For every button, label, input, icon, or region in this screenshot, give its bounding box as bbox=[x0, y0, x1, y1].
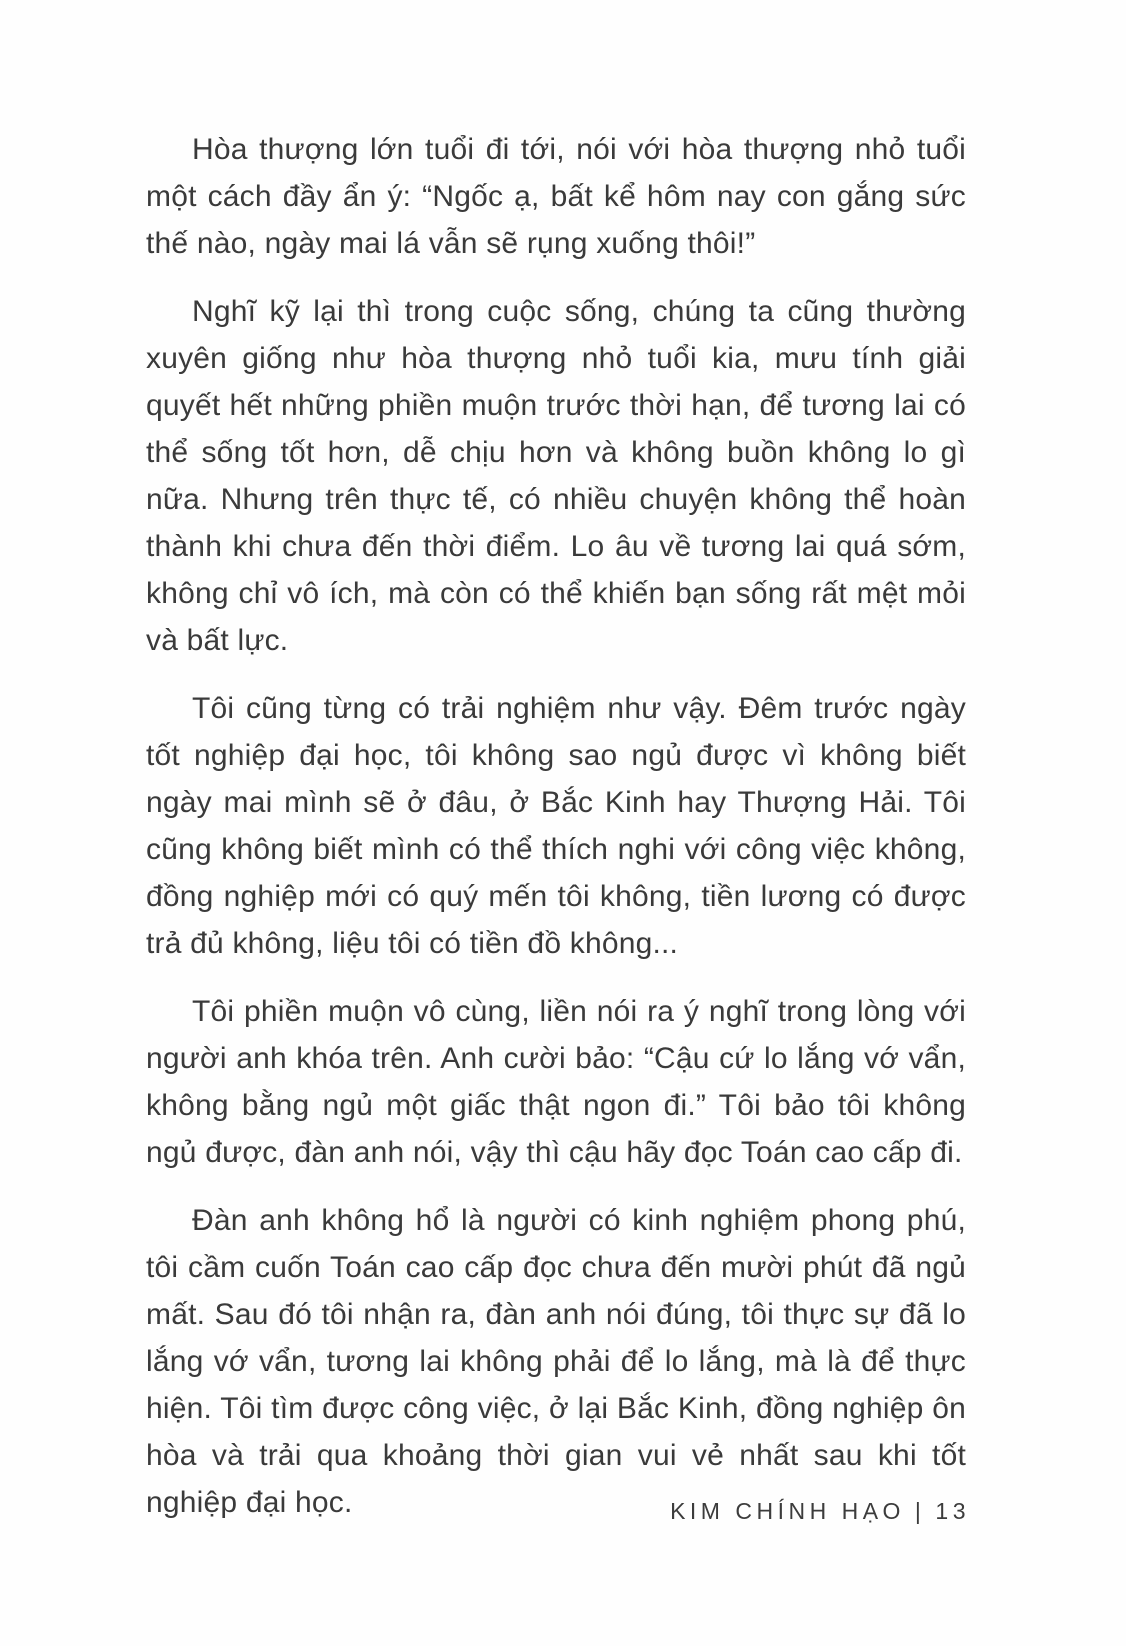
paragraph: Hòa thượng lớn tuổi đi tới, nói với hòa thượng nhỏ tuổi một cách đầy ẩn ý: “Ngốc ạ, bất kể hôm nay con gắng sức thế nào, ngày mai lá vẫn sẽ rụng xuống thôi!” bbox=[146, 133, 966, 260]
paragraph: Nghĩ kỹ lại thì trong cuộc sống, chúng ta cũng thường xuyên giống như hòa thượng nhỏ tuổi kia, mưu tính giải quyết hết những phiền muộn trước thời hạn, để tương lai có thể sống tốt hơn, dễ chịu hơn và không buồn không lo gì nữa. Nhưng trên thực tế, có nhiều chuyện không thể hoàn thành khi chưa đến thời điểm. Lo âu về tương lai quá sớm, không chỉ vô ích, mà còn có thể khiến bạn sống rất mệt mỏi và bất lực. bbox=[146, 295, 966, 657]
body-text bbox=[146, 126, 966, 1547]
paragraph: Tôi phiền muộn vô cùng, liền nói ra ý nghĩ trong lòng với người anh khóa trên. Anh cười bảo: “Cậu cứ lo lắng vớ vẩn, không bằng ngủ một giấc thật ngon đi.” Tôi bảo tôi không ngủ được, đàn anh nói, vậy thì cậu hãy đọc Toán cao cấp đi. bbox=[146, 995, 966, 1169]
page-number: 13 bbox=[935, 1498, 970, 1524]
page-footer bbox=[670, 1498, 970, 1525]
footer-separator: | bbox=[914, 1498, 926, 1524]
paragraph: Tôi cũng từng có trải nghiệm như vậy. Đêm trước ngày tốt nghiệp đại học, tôi không sao ngủ được vì không biết ngày mai mình sẽ ở đâu, ở Bắc Kinh hay Thượng Hải. Tôi cũng không biết mình có thể thích nghi với công việc không, đồng nghiệp mới có quý mến tôi không, tiền lương có được trả đủ không, liệu tôi có tiền đồ không... bbox=[146, 692, 966, 960]
paragraph: Đàn anh không hổ là người có kinh nghiệm phong phú, tôi cầm cuốn Toán cao cấp đọc chưa đến mười phút đã ngủ mất. Sau đó tôi nhận ra, đàn anh nói đúng, tôi thực sự đã lo lắng vớ vẩn, tương lai không phải để lo lắng, mà là để thực hiện. Tôi tìm được công việc, ở lại Bắc Kinh, đồng nghiệp ôn hòa và trải qua khoảng thời gian vui vẻ nhất sau khi tốt nghiệp đại học. bbox=[146, 1204, 966, 1519]
footer-author: KIM CHÍNH HẠO bbox=[670, 1498, 905, 1524]
